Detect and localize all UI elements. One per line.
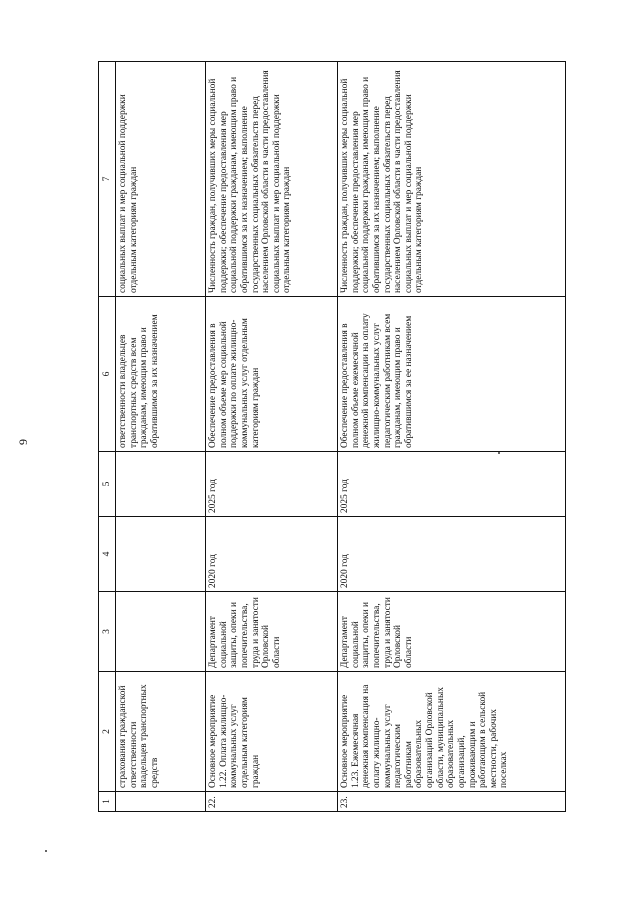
indicator-cell: Численность граждан, получивших меры социальной поддержки; обеспечение предоставления мер социальной поддержки гражданам, имеющим право и обратившимся за их назначением; выполнение государственных социальных обязательств перед населением Орловской области в части предоставления социальных выплат и мер социальной поддержки отдельным категориям граждан	[338, 62, 566, 297]
table-row	[338, 62, 566, 812]
result-cell: Обеспечение предоставления в полном объеме мер социальной поддержки по оплате жилищно-коммунальных услуг отдельным категориям граждан	[206, 297, 338, 452]
start-year-cell	[116, 517, 206, 592]
header-cell: 4	[99, 517, 116, 592]
row-number: 22.	[206, 792, 338, 812]
event-cell: Основное мероприятие 1.23. Ежемесячная денежная компенсация на оплату жилищно-коммунальных услуг педагогическим работникам образовательных организаций Орловской области, муниципальных образовательных организаций, проживающим и работающим в сельской местности, рабочих поселках	[338, 672, 566, 792]
indicator-cell: Численность граждан, получивших меры социальной поддержки; обеспечение предоставления мер социальной поддержки гражданам, имеющим право и обратившимся за их назначением; выполнение государственных социальных обязательств перед населением Орловской области в части предоставления социальных выплат и мер социальной поддержки отдельным категориям граждан	[206, 62, 338, 297]
result-cell: ответственности владельцев транспортных средств всем гражданам, имеющим право и обратившимся за их назначением	[116, 297, 206, 452]
start-year-cell: 2020 год	[338, 517, 566, 592]
executor-cell: Департамент социальной защиты, опеки и попечительства, труда и занятости Орловской области	[338, 592, 566, 672]
scan-speck	[45, 850, 47, 852]
table-row	[206, 62, 338, 812]
row-number: 23.	[338, 792, 566, 812]
end-year-cell: 2025 год	[206, 452, 338, 517]
event-cell: Основное мероприятие 1.22. Оплата жилищно-коммунальных услуг отдельным категориям граждан	[206, 672, 338, 792]
event-cell: страхования гражданской ответственности владельцев транспортных средств	[116, 672, 206, 792]
header-cell: 5	[99, 452, 116, 517]
header-row	[99, 62, 116, 812]
header-cell: 6	[99, 297, 116, 452]
header-cell: 1	[99, 792, 116, 812]
page-number: 9	[16, 439, 30, 445]
executor-cell: Департамент социальной защиты, опеки и попечительства, труда и занятости Орловской области	[206, 592, 338, 672]
end-year-cell: 2025 год	[338, 452, 566, 517]
start-year-cell: 2020 год	[206, 517, 338, 592]
result-cell: Обеспечение предоставления в полном объеме ежемесячной денежной компенсации на оплату жилищно-коммунальных услуг педагогическим работникам всем гражданам, имеющим право и обратившимся за ее назначением	[338, 297, 566, 452]
header-cell: 7	[99, 62, 116, 297]
program-events-table	[98, 61, 566, 812]
row-number	[116, 792, 206, 812]
table-row	[116, 62, 206, 812]
end-year-cell	[116, 452, 206, 517]
rotated-table-frame	[98, 62, 566, 812]
header-cell: 3	[99, 592, 116, 672]
header-cell: 2	[99, 672, 116, 792]
indicator-cell: социальных выплат и мер социальной поддержки отдельным категориям граждан	[116, 62, 206, 297]
executor-cell	[116, 592, 206, 672]
